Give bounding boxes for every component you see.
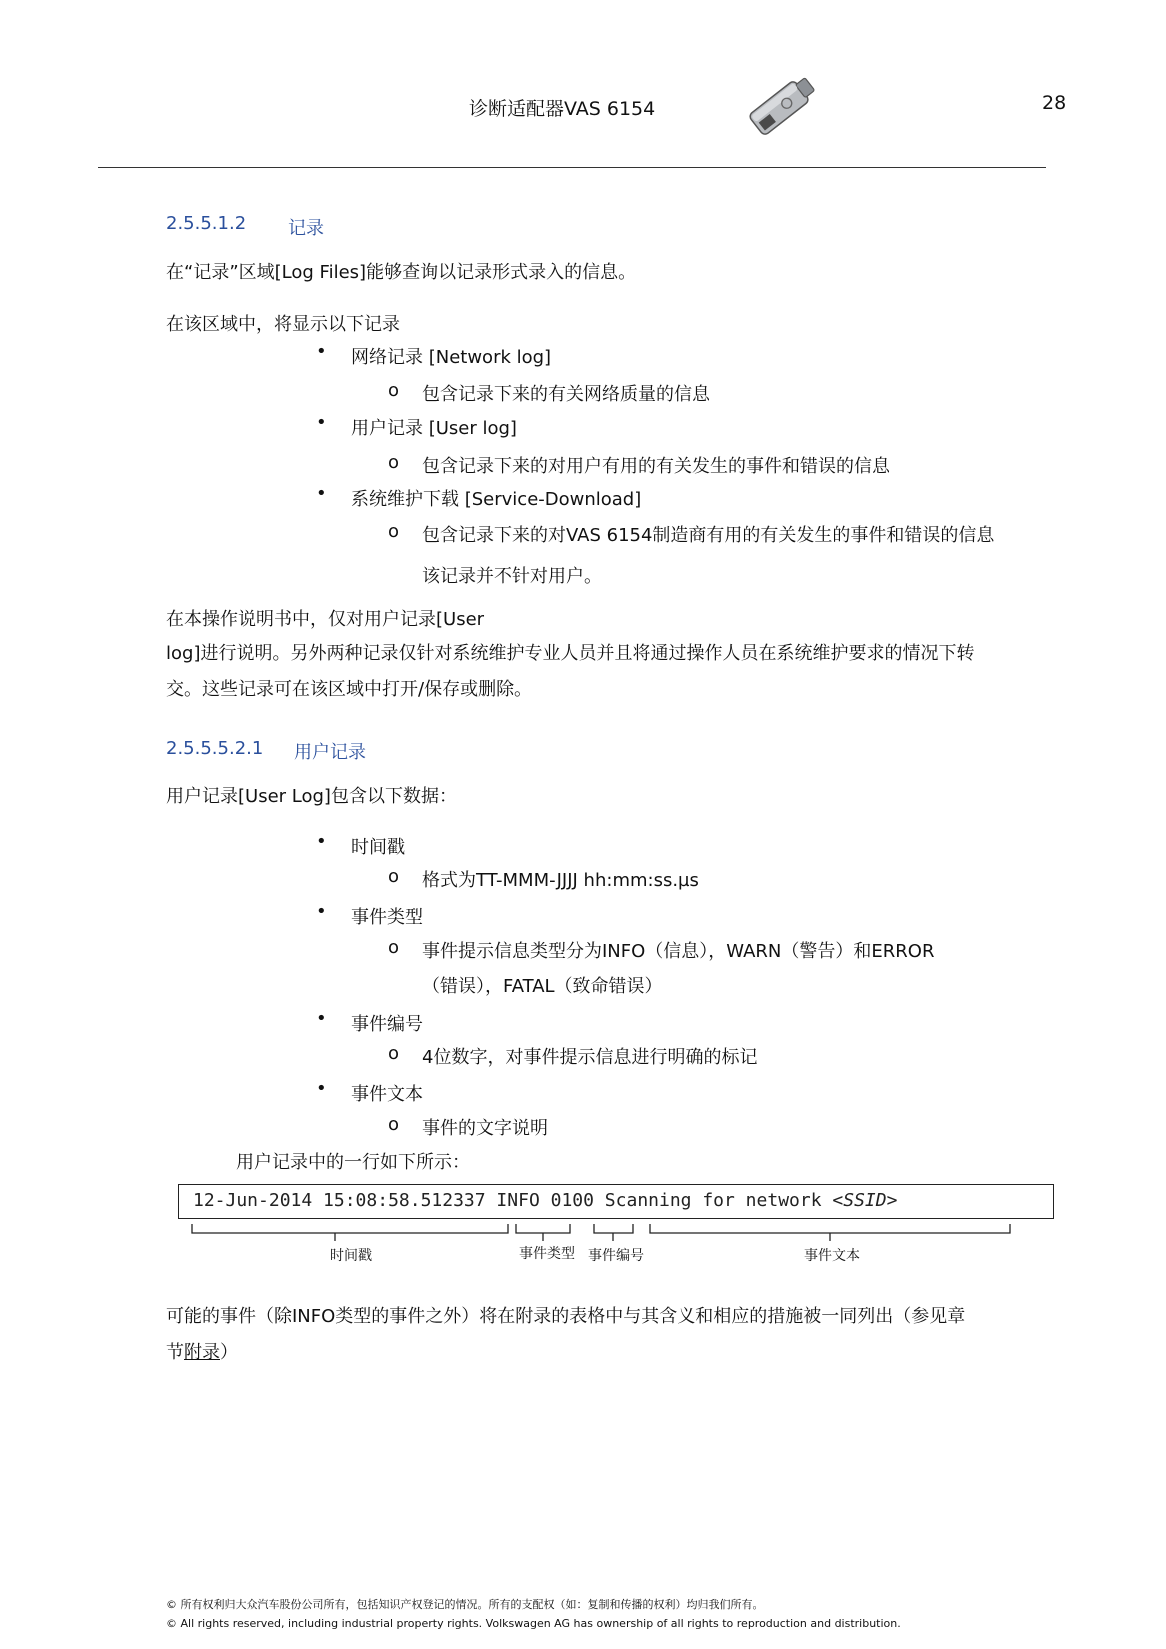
paragraph-line: 在本操作说明书中，仅对用户记录[User	[166, 609, 485, 630]
list-item: 事件文本	[351, 1084, 423, 1105]
header-title: 诊断适配器VAS 6154	[469, 98, 656, 120]
closing-suffix: ）	[220, 1342, 238, 1363]
page-number: 28	[1042, 92, 1067, 114]
sub-bullet-icon: o	[388, 1043, 400, 1064]
sub-list-item: 格式为TT-MMM-JJJJ hh:mm:ss.µs	[422, 870, 699, 891]
list-item: 事件编号	[351, 1014, 423, 1035]
sub-bullet-icon: o	[388, 452, 400, 473]
list-item: 时间戳	[351, 837, 405, 858]
sub-list-item: 包含记录下来的有关网络质量的信息	[422, 384, 710, 405]
sub-list-item: 事件提示信息类型分为INFO（信息），WARN（警告）和ERROR	[422, 941, 935, 962]
bullet-icon: •	[316, 831, 327, 852]
sub-list-item-continuation: （错误），FATAL（致命错误）	[422, 976, 663, 997]
closing-prefix: 节	[166, 1342, 184, 1363]
sub-list-item: 事件的文字说明	[422, 1118, 548, 1139]
sub-list-item: 4位数字，对事件提示信息进行明确的标记	[422, 1047, 758, 1068]
list-item: 事件类型	[351, 907, 423, 928]
bullet-icon: •	[316, 1078, 327, 1099]
section-number: 2.5.5.1.2	[166, 213, 247, 234]
paragraph-line: 交。这些记录可在该区域中打开/保存或删除。	[166, 679, 533, 700]
sub-bullet-icon: o	[388, 521, 400, 542]
section-intro: 在“记录”区域[Log Files]能够查询以记录形式录入的信息。	[166, 262, 637, 283]
bullet-icon: •	[316, 341, 327, 362]
log-line-text: 12-Jun-2014 15:08:58.512337 INFO 0100 Scanning for network	[193, 1190, 833, 1211]
event-number-label: 事件编号	[588, 1248, 644, 1264]
list-lead: 在该区域中，将显示以下记录	[166, 314, 400, 335]
sub-bullet-icon: o	[388, 1114, 400, 1135]
list-item: 用户记录 [User log]	[351, 418, 517, 439]
sub-bullet-icon: o	[388, 937, 400, 958]
event-type-label: 事件类型	[519, 1246, 575, 1262]
sub-list-item-continuation: 该记录并不针对用户。	[422, 566, 602, 587]
closing-line-2	[166, 1338, 238, 1364]
subsection-number: 2.5.5.5.2.1	[166, 738, 264, 759]
number-brace	[594, 1224, 633, 1241]
field-braces	[178, 1220, 1038, 1244]
example-caption: 用户记录中的一行如下所示：	[236, 1152, 470, 1173]
log-example-line	[193, 1190, 897, 1211]
sub-list-item: 包含记录下来的对VAS 6154制造商有用的有关发生的事件和错误的信息	[422, 525, 995, 546]
bullet-icon: •	[316, 1008, 327, 1029]
list-item: 系统维护下载 [Service-Download]	[351, 489, 642, 510]
sub-bullet-icon: o	[388, 380, 400, 401]
sub-bullet-icon: o	[388, 866, 400, 887]
bullet-icon: •	[316, 901, 327, 922]
appendix-link[interactable]: 附录	[184, 1342, 220, 1363]
ssid-placeholder: <SSID>	[832, 1190, 898, 1211]
usb-adapter-icon	[735, 70, 825, 142]
log-example-box	[178, 1184, 1054, 1219]
section-title: 记录	[288, 218, 324, 239]
type-brace	[516, 1224, 570, 1241]
subsection-intro: 用户记录[User Log]包含以下数据：	[166, 786, 457, 807]
bullet-icon: •	[316, 412, 327, 433]
sub-list-item: 包含记录下来的对用户有用的有关发生的事件和错误的信息	[422, 456, 890, 477]
event-text-label: 事件文本	[804, 1248, 860, 1264]
paragraph-line: log]进行说明。另外两种记录仅针对系统维护专业人员并且将通过操作人员在系统维护要求的情况下转	[166, 643, 975, 664]
closing-line: 可能的事件（除INFO类型的事件之外）将在附录的表格中与其含义和相应的措施被一同列出（参见章	[166, 1306, 966, 1327]
list-item: 网络记录 [Network log]	[351, 347, 552, 368]
footer-copyright-en: © All rights reserved, including industrial property rights. Volkswagen AG has ownership of all rights to reproduction and distribution.	[166, 1617, 901, 1630]
timestamp-label: 时间戳	[330, 1248, 372, 1264]
header-divider	[98, 167, 1046, 168]
footer-copyright-cn: © 所有权利归大众汽车股份公司所有，包括知识产权登记的情况。所有的支配权（如：复制和传播的权利）均归我们所有。	[166, 1598, 764, 1611]
bullet-icon: •	[316, 483, 327, 504]
text-brace	[650, 1224, 1010, 1241]
subsection-title: 用户记录	[294, 742, 366, 763]
timestamp-brace	[192, 1224, 508, 1241]
